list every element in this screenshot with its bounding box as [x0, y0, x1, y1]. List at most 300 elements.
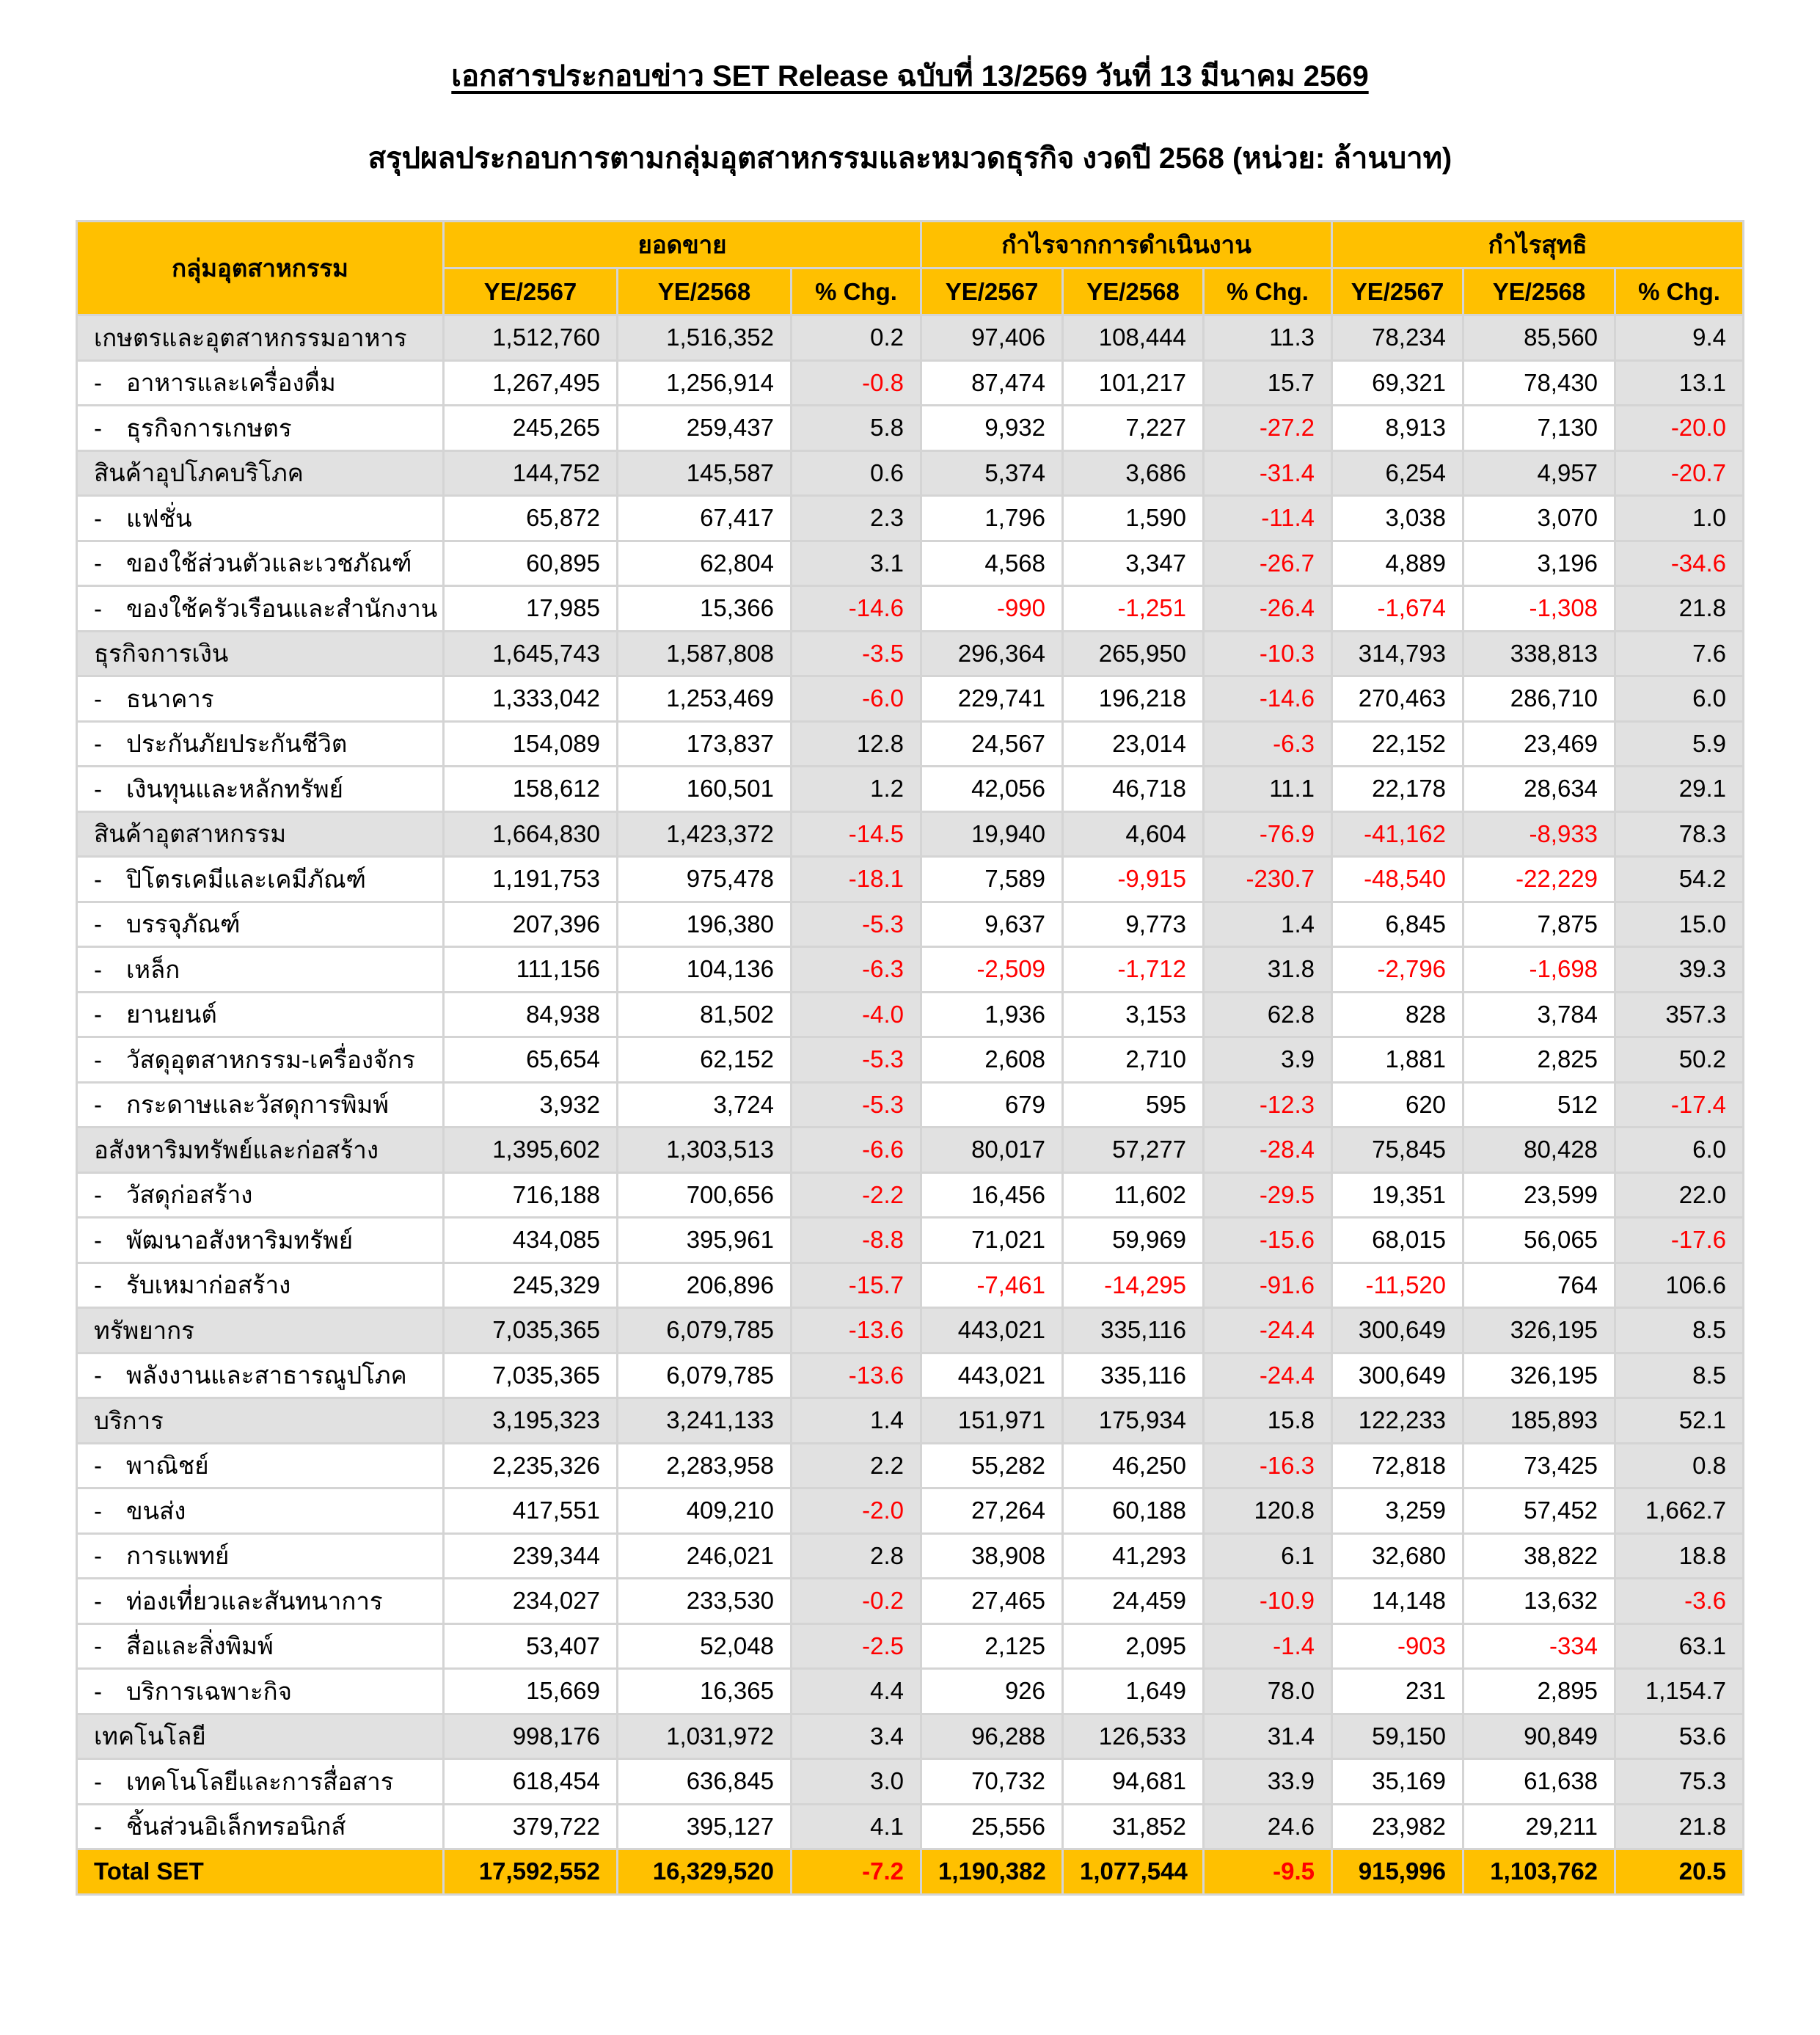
operating-ye2568-cell: 31,852: [1063, 1804, 1204, 1849]
sales-ye2568-cell: 206,896: [618, 1263, 792, 1308]
row-label: พาณิชย์: [126, 1452, 209, 1480]
operating-pct-change-cell: -6.3: [1204, 721, 1332, 767]
sales-ye2568-cell: 3,241,133: [618, 1398, 792, 1444]
row-label-cell: [77, 767, 444, 812]
sales-pct-change-cell: 2.3: [792, 496, 921, 541]
sales-ye2568-cell: 16,329,520: [618, 1849, 792, 1895]
sub-item-dash: -: [94, 1226, 102, 1254]
net-ye2568-cell: 185,893: [1463, 1398, 1615, 1444]
net-pct-change-cell: 78.3: [1615, 811, 1744, 857]
operating-ye2568-cell: 265,950: [1063, 631, 1204, 676]
operating-pct-change-cell: -31.4: [1204, 450, 1332, 496]
row-label: ประกันภัยประกันชีวิต: [126, 730, 348, 758]
sub-item-dash: -: [94, 1587, 102, 1615]
net-ye2567-cell: 231: [1332, 1669, 1463, 1714]
net-ye2567-cell: 14,148: [1332, 1579, 1463, 1624]
operating-ye2568-cell: 60,188: [1063, 1488, 1204, 1534]
row-label-cell: [77, 1218, 444, 1263]
net-ye2568-cell: 764: [1463, 1263, 1615, 1308]
row-label: เทคโนโลยี: [94, 1722, 206, 1750]
sales-pct-change-cell: -6.6: [792, 1128, 921, 1173]
row-label: กระดาษและวัสดุการพิมพ์: [126, 1091, 389, 1119]
operating-pct-change-cell: -91.6: [1204, 1263, 1332, 1308]
operating-pct-change-cell: -1.4: [1204, 1623, 1332, 1669]
sales-ye2568-cell: 52,048: [618, 1623, 792, 1669]
document-title: [0, 56, 1820, 97]
operating-ye2568-cell: -1,712: [1063, 947, 1204, 993]
sales-ye2568-cell: 1,256,914: [618, 360, 792, 406]
operating-ye2568-cell: 23,014: [1063, 721, 1204, 767]
net-ye2567-cell: 620: [1332, 1082, 1463, 1128]
operating-ye2567-cell: -990: [921, 586, 1063, 632]
row-label: อาหารและเครื่องดื่ม: [126, 369, 336, 397]
sales-ye2568-cell: 395,127: [618, 1804, 792, 1849]
operating-ye2567-cell: 70,732: [921, 1759, 1063, 1805]
operating-ye2567-cell: 2,608: [921, 1037, 1063, 1083]
row-label-cell: [77, 1714, 444, 1759]
net-ye2567-cell: 35,169: [1332, 1759, 1463, 1805]
operating-ye2567-cell: 296,364: [921, 631, 1063, 676]
sector-row: [77, 1759, 1744, 1805]
operating-pct-change-cell: 78.0: [1204, 1669, 1332, 1714]
operating-ye2567-cell: 229,741: [921, 676, 1063, 722]
sales-ye2568-cell: 3,724: [618, 1082, 792, 1128]
net-ye2568-cell: 73,425: [1463, 1443, 1615, 1488]
sub-item-dash: -: [94, 955, 102, 983]
net-ye2567-cell: 78,234: [1332, 315, 1463, 361]
header-row-groups: [77, 222, 1744, 268]
row-label-cell: [77, 676, 444, 722]
sales-ye2567-cell: 245,329: [444, 1263, 618, 1308]
net-ye2567-cell: 270,463: [1332, 676, 1463, 722]
sales-pct-change-cell: 1.2: [792, 767, 921, 812]
operating-pct-change-cell: -24.4: [1204, 1308, 1332, 1353]
sector-row: [77, 586, 1744, 632]
sub-item-dash: -: [94, 594, 102, 622]
sector-row: [77, 1443, 1744, 1488]
sales-pct-change-cell: -0.2: [792, 1579, 921, 1624]
operating-pct-change-cell: -29.5: [1204, 1172, 1332, 1218]
net-pct-change-cell: 5.9: [1615, 721, 1744, 767]
sales-ye2567-cell: 2,235,326: [444, 1443, 618, 1488]
net-ye2568-cell: 326,195: [1463, 1353, 1615, 1398]
operating-ye2567-cell: 151,971: [921, 1398, 1063, 1444]
operating-ye2568-cell: 101,217: [1063, 360, 1204, 406]
net-pct-change-cell: -17.4: [1615, 1082, 1744, 1128]
operating-ye2567-cell: 9,637: [921, 902, 1063, 947]
row-label: ของใช้ครัวเรือนและสำนักงาน: [126, 594, 438, 622]
industry-group-row: [77, 631, 1744, 676]
net-pct-change-cell: 8.5: [1615, 1308, 1744, 1353]
net-pct-change-cell: 8.5: [1615, 1353, 1744, 1398]
operating-pct-change-cell: -230.7: [1204, 857, 1332, 902]
row-label-cell: [77, 541, 444, 586]
net-ye2568-cell: 23,599: [1463, 1172, 1615, 1218]
sector-row: [77, 1263, 1744, 1308]
net-ye2568-cell: 78,430: [1463, 360, 1615, 406]
row-label: เหล็ก: [126, 955, 180, 983]
operating-pct-change-cell: 15.8: [1204, 1398, 1332, 1444]
net-ye2567-cell: 300,649: [1332, 1308, 1463, 1353]
net-pct-change-cell: -34.6: [1615, 541, 1744, 586]
industry-group-row: [77, 1308, 1744, 1353]
sector-row: [77, 1037, 1744, 1083]
operating-pct-change-cell: -76.9: [1204, 811, 1332, 857]
operating-ye2568-cell: 7,227: [1063, 406, 1204, 451]
net-ye2568-cell: 23,469: [1463, 721, 1615, 767]
net-pct-change-cell: 22.0: [1615, 1172, 1744, 1218]
operating-ye2567-cell: 80,017: [921, 1128, 1063, 1173]
operating-ye2568-cell: -9,915: [1063, 857, 1204, 902]
sales-pct-change-cell: -14.6: [792, 586, 921, 632]
sales-pct-change-cell: -8.8: [792, 1218, 921, 1263]
sales-pct-change-cell: -18.1: [792, 857, 921, 902]
net-profit-group-header: กำไรสุทธิ: [1332, 222, 1744, 268]
sales-ye2568-cell: 81,502: [618, 992, 792, 1037]
net-ye2567-cell: -41,162: [1332, 811, 1463, 857]
document-subtitle: สรุปผลประกอบการตามกลุ่มอุตสาหกรรมและหมวดธุรกิจ งวดปี 2568 (หน่วย: ล้านบาท): [368, 142, 1452, 175]
industry-group-row: [77, 315, 1744, 361]
sector-row: [77, 1172, 1744, 1218]
operating-pct-change-cell: 6.1: [1204, 1533, 1332, 1579]
operating-ye2567-cell: 926: [921, 1669, 1063, 1714]
net-pct-change-cell: 52.1: [1615, 1398, 1744, 1444]
industry-group-row: [77, 450, 1744, 496]
row-label: เงินทุนและหลักทรัพย์: [126, 775, 344, 803]
operating-ye2567-cell: 25,556: [921, 1804, 1063, 1849]
operating-ye2567-header: YE/2567: [921, 268, 1063, 315]
sales-ye2568-cell: 1,516,352: [618, 315, 792, 361]
operating-ye2568-cell: 3,347: [1063, 541, 1204, 586]
sector-row: [77, 1579, 1744, 1624]
sector-row: [77, 1218, 1744, 1263]
sales-ye2568-cell: 409,210: [618, 1488, 792, 1534]
net-ye2567-cell: 22,152: [1332, 721, 1463, 767]
sales-ye2567-cell: 379,722: [444, 1804, 618, 1849]
net-ye2567-cell: 1,881: [1332, 1037, 1463, 1083]
sales-ye2567-cell: 17,592,552: [444, 1849, 618, 1895]
operating-ye2567-cell: -7,461: [921, 1263, 1063, 1308]
table-body: [77, 315, 1744, 1895]
operating-pct-change-cell: 11.3: [1204, 315, 1332, 361]
sales-pct-change-cell: -5.3: [792, 902, 921, 947]
row-label-cell: [77, 315, 444, 361]
sub-item-dash: -: [94, 1362, 102, 1389]
net-ye2567-cell: 32,680: [1332, 1533, 1463, 1579]
operating-ye2568-cell: 335,116: [1063, 1353, 1204, 1398]
net-pct-change-cell: 15.0: [1615, 902, 1744, 947]
sales-ye2567-cell: 7,035,365: [444, 1353, 618, 1398]
operating-ye2568-cell: 46,250: [1063, 1443, 1204, 1488]
sub-item-dash: -: [94, 1677, 102, 1705]
row-label: รับเหมาก่อสร้าง: [126, 1271, 291, 1299]
row-label-cell: [77, 902, 444, 947]
sub-item-dash: -: [94, 1271, 102, 1299]
net-ye2568-cell: 57,452: [1463, 1488, 1615, 1534]
sub-item-dash: -: [94, 1091, 102, 1119]
operating-pct-change-cell: -15.6: [1204, 1218, 1332, 1263]
operating-ye2568-cell: 2,710: [1063, 1037, 1204, 1083]
sales-ye2567-cell: 239,344: [444, 1533, 618, 1579]
net-ye2567-cell: -903: [1332, 1623, 1463, 1669]
operating-ye2568-cell: 24,459: [1063, 1579, 1204, 1624]
sales-ye2568-header: YE/2568: [618, 268, 792, 315]
row-label: ธนาคาร: [126, 684, 214, 712]
operating-ye2568-cell: 41,293: [1063, 1533, 1204, 1579]
net-pct-change-cell: 7.6: [1615, 631, 1744, 676]
sales-ye2567-cell: 245,265: [444, 406, 618, 451]
sales-ye2567-cell: 1,395,602: [444, 1128, 618, 1173]
sales-ye2567-cell: 144,752: [444, 450, 618, 496]
sector-row: [77, 857, 1744, 902]
net-pct-change-cell: 75.3: [1615, 1759, 1744, 1805]
row-label: ธุรกิจการเกษตร: [126, 414, 292, 442]
sales-ye2568-cell: 6,079,785: [618, 1353, 792, 1398]
row-label-cell: [77, 811, 444, 857]
sales-pct-change-cell: -2.0: [792, 1488, 921, 1534]
row-label: การแพทย์: [126, 1542, 230, 1570]
net-pct-change-cell: 39.3: [1615, 947, 1744, 993]
net-ye2568-cell: 2,825: [1463, 1037, 1615, 1083]
net-ye2568-cell: 3,196: [1463, 541, 1615, 586]
sales-ye2567-cell: 15,669: [444, 1669, 618, 1714]
sales-ye2568-cell: 104,136: [618, 947, 792, 993]
net-ye2568-cell: 4,957: [1463, 450, 1615, 496]
sub-item-dash: -: [94, 1767, 102, 1795]
row-label-cell: [77, 1308, 444, 1353]
sales-pct-change-cell: 3.4: [792, 1714, 921, 1759]
net-pct-change-cell: -20.7: [1615, 450, 1744, 496]
sales-ye2567-cell: 1,664,830: [444, 811, 618, 857]
row-label-cell: [77, 360, 444, 406]
operating-ye2568-cell: 59,969: [1063, 1218, 1204, 1263]
sales-ye2567-cell: 7,035,365: [444, 1308, 618, 1353]
row-label-cell: [77, 586, 444, 632]
sales-ye2568-cell: 62,152: [618, 1037, 792, 1083]
row-label: ท่องเที่ยวและสันทนาการ: [126, 1587, 383, 1615]
operating-pct-change-cell: -26.4: [1204, 586, 1332, 632]
sector-row: [77, 1353, 1744, 1398]
net-ye2568-cell: 38,822: [1463, 1533, 1615, 1579]
net-ye2568-cell: 56,065: [1463, 1218, 1615, 1263]
operating-ye2567-cell: 24,567: [921, 721, 1063, 767]
row-label: ปิโตรเคมีและเคมีภัณฑ์: [126, 865, 367, 893]
sales-ye2567-cell: 84,938: [444, 992, 618, 1037]
row-label-cell: [77, 992, 444, 1037]
sub-item-dash: -: [94, 684, 102, 712]
row-label-cell: [77, 450, 444, 496]
row-label-cell: [77, 1172, 444, 1218]
sales-ye2567-cell: 1,267,495: [444, 360, 618, 406]
sales-pct-change-cell: 0.2: [792, 315, 921, 361]
sales-pct-change-cell: 0.6: [792, 450, 921, 496]
sales-ye2568-cell: 160,501: [618, 767, 792, 812]
operating-ye2568-cell: 2,095: [1063, 1623, 1204, 1669]
sales-ye2567-cell: 1,645,743: [444, 631, 618, 676]
operating-ye2567-cell: 55,282: [921, 1443, 1063, 1488]
net-pct-change-cell: 53.6: [1615, 1714, 1744, 1759]
operating-ye2567-cell: 96,288: [921, 1714, 1063, 1759]
operating-pct-change-cell: -26.7: [1204, 541, 1332, 586]
net-pct-change-cell: 9.4: [1615, 315, 1744, 361]
operating-pct-change-cell: 62.8: [1204, 992, 1332, 1037]
sub-item-dash: -: [94, 504, 102, 532]
sub-item-dash: -: [94, 775, 102, 803]
operating-ye2567-cell: 19,940: [921, 811, 1063, 857]
net-ye2568-cell: 7,130: [1463, 406, 1615, 451]
sales-ye2568-cell: 233,530: [618, 1579, 792, 1624]
net-ye2568-cell: -1,698: [1463, 947, 1615, 993]
operating-pct-change-cell: -9.5: [1204, 1849, 1332, 1895]
net-ye2568-cell: -1,308: [1463, 586, 1615, 632]
row-label: บรรจุภัณฑ์: [126, 910, 241, 938]
net-ye2568-cell: 80,428: [1463, 1128, 1615, 1173]
operating-ye2567-cell: 443,021: [921, 1353, 1063, 1398]
net-ye2567-cell: 300,649: [1332, 1353, 1463, 1398]
net-pct-change-cell: 21.8: [1615, 1804, 1744, 1849]
sales-ye2568-cell: 67,417: [618, 496, 792, 541]
net-ye2567-cell: 8,913: [1332, 406, 1463, 451]
sales-ye2567-header: YE/2567: [444, 268, 618, 315]
net-ye2567-cell: -11,520: [1332, 1263, 1463, 1308]
operating-ye2568-cell: 11,602: [1063, 1172, 1204, 1218]
row-label: สินค้าอุปโภคบริโภค: [94, 459, 304, 487]
sales-pct-change-cell: 3.1: [792, 541, 921, 586]
sales-ye2568-cell: 196,380: [618, 902, 792, 947]
net-ye2567-cell: 915,996: [1332, 1849, 1463, 1895]
row-label-cell: [77, 631, 444, 676]
operating-ye2568-cell: 335,116: [1063, 1308, 1204, 1353]
sales-ye2567-cell: 65,654: [444, 1037, 618, 1083]
sales-ye2567-cell: 234,027: [444, 1579, 618, 1624]
row-label: บริการเฉพาะกิจ: [126, 1677, 292, 1705]
net-pct-change-cell: 50.2: [1615, 1037, 1744, 1083]
row-label-cell: [77, 857, 444, 902]
operating-ye2567-cell: 38,908: [921, 1533, 1063, 1579]
row-label: Total SET: [94, 1857, 204, 1885]
operating-ye2567-cell: 1,190,382: [921, 1849, 1063, 1895]
industry-group-row: [77, 811, 1744, 857]
operating-pct-change-cell: -16.3: [1204, 1443, 1332, 1488]
net-ye2567-cell: -48,540: [1332, 857, 1463, 902]
operating-ye2567-cell: 4,568: [921, 541, 1063, 586]
sales-pct-change-cell: 1.4: [792, 1398, 921, 1444]
sales-ye2567-cell: 65,872: [444, 496, 618, 541]
net-pct-change-cell: -17.6: [1615, 1218, 1744, 1263]
operating-ye2568-cell: 196,218: [1063, 676, 1204, 722]
net-pct-change-cell: 1,662.7: [1615, 1488, 1744, 1534]
sales-ye2567-cell: 158,612: [444, 767, 618, 812]
operating-ye2568-cell: 57,277: [1063, 1128, 1204, 1173]
net-ye2567-cell: 75,845: [1332, 1128, 1463, 1173]
net-ye2568-cell: 61,638: [1463, 1759, 1615, 1805]
sales-pct-change-cell: -0.8: [792, 360, 921, 406]
sales-pct-change-cell: -6.0: [792, 676, 921, 722]
operating-ye2567-cell: 71,021: [921, 1218, 1063, 1263]
operating-pct-change-cell: 15.7: [1204, 360, 1332, 406]
operating-pct-change-cell: -12.3: [1204, 1082, 1332, 1128]
sales-ye2568-cell: 16,365: [618, 1669, 792, 1714]
net-ye2567-cell: 3,259: [1332, 1488, 1463, 1534]
net-ye2567-cell: 828: [1332, 992, 1463, 1037]
operating-ye2568-cell: -14,295: [1063, 1263, 1204, 1308]
sub-item-dash: -: [94, 1542, 102, 1570]
net-ye2568-cell: 28,634: [1463, 767, 1615, 812]
sales-ye2568-cell: 1,587,808: [618, 631, 792, 676]
sales-ye2568-cell: 700,656: [618, 1172, 792, 1218]
sales-pct-change-cell: -2.5: [792, 1623, 921, 1669]
net-ye2568-cell: -334: [1463, 1623, 1615, 1669]
sales-ye2568-cell: 975,478: [618, 857, 792, 902]
sales-ye2568-cell: 62,804: [618, 541, 792, 586]
sub-item-dash: -: [94, 865, 102, 893]
net-ye2567-cell: 68,015: [1332, 1218, 1463, 1263]
operating-ye2567-cell: 5,374: [921, 450, 1063, 496]
row-label: พลังงานและสาธารณูปโภค: [126, 1362, 407, 1389]
sales-pct-change-cell: 3.0: [792, 1759, 921, 1805]
sub-item-dash: -: [94, 730, 102, 758]
operating-ye2568-cell: 126,533: [1063, 1714, 1204, 1759]
sales-ye2567-cell: 716,188: [444, 1172, 618, 1218]
operating-pct-change-cell: -24.4: [1204, 1353, 1332, 1398]
row-label-cell: [77, 1533, 444, 1579]
sector-row: [77, 902, 1744, 947]
sales-ye2568-cell: 259,437: [618, 406, 792, 451]
sector-row: [77, 721, 1744, 767]
net-ye2568-cell: 1,103,762: [1463, 1849, 1615, 1895]
net-pct-change-cell: 357.3: [1615, 992, 1744, 1037]
operating-ye2567-cell: 7,589: [921, 857, 1063, 902]
industry-group-row: [77, 1128, 1744, 1173]
net-ye2567-cell: 59,150: [1332, 1714, 1463, 1759]
sub-item-dash: -: [94, 369, 102, 397]
performance-table: [76, 220, 1744, 1896]
sales-ye2567-cell: 1,333,042: [444, 676, 618, 722]
sales-pct-change-cell: -15.7: [792, 1263, 921, 1308]
operating-ye2567-cell: 443,021: [921, 1308, 1063, 1353]
row-label: วัสดุก่อสร้าง: [126, 1181, 253, 1209]
sales-pct-change-cell: -13.6: [792, 1353, 921, 1398]
sales-ye2568-cell: 15,366: [618, 586, 792, 632]
sub-item-dash: -: [94, 1045, 102, 1073]
sales-pct-change-cell: 4.1: [792, 1804, 921, 1849]
net-pct-change-cell: 0.8: [1615, 1443, 1744, 1488]
net-ye2568-cell: 90,849: [1463, 1714, 1615, 1759]
net-ye2568-cell: 13,632: [1463, 1579, 1615, 1624]
sales-pct-change-cell: 4.4: [792, 1669, 921, 1714]
sales-pct-change-cell: -7.2: [792, 1849, 921, 1895]
sub-item-dash: -: [94, 1452, 102, 1480]
operating-pct-change-cell: -10.3: [1204, 631, 1332, 676]
operating-pct-change-cell: 1.4: [1204, 902, 1332, 947]
sales-ye2567-cell: 17,985: [444, 586, 618, 632]
operating-ye2568-cell: 9,773: [1063, 902, 1204, 947]
net-pct-change-cell: 21.8: [1615, 586, 1744, 632]
operating-ye2568-cell: -1,251: [1063, 586, 1204, 632]
operating-ye2568-cell: 175,934: [1063, 1398, 1204, 1444]
sales-pct-change-cell: 2.8: [792, 1533, 921, 1579]
sales-ye2568-cell: 145,587: [618, 450, 792, 496]
row-label: บริการ: [94, 1406, 164, 1434]
row-label: ทรัพยากร: [94, 1316, 194, 1344]
sales-pct-change-cell: -5.3: [792, 1037, 921, 1083]
row-label: อสังหาริมทรัพย์และก่อสร้าง: [94, 1136, 379, 1163]
net-ye2568-cell: 85,560: [1463, 315, 1615, 361]
net-ye2568-cell: 7,875: [1463, 902, 1615, 947]
sales-ye2567-cell: 60,895: [444, 541, 618, 586]
operating-ye2567-cell: 679: [921, 1082, 1063, 1128]
net-pct-change-cell: 54.2: [1615, 857, 1744, 902]
